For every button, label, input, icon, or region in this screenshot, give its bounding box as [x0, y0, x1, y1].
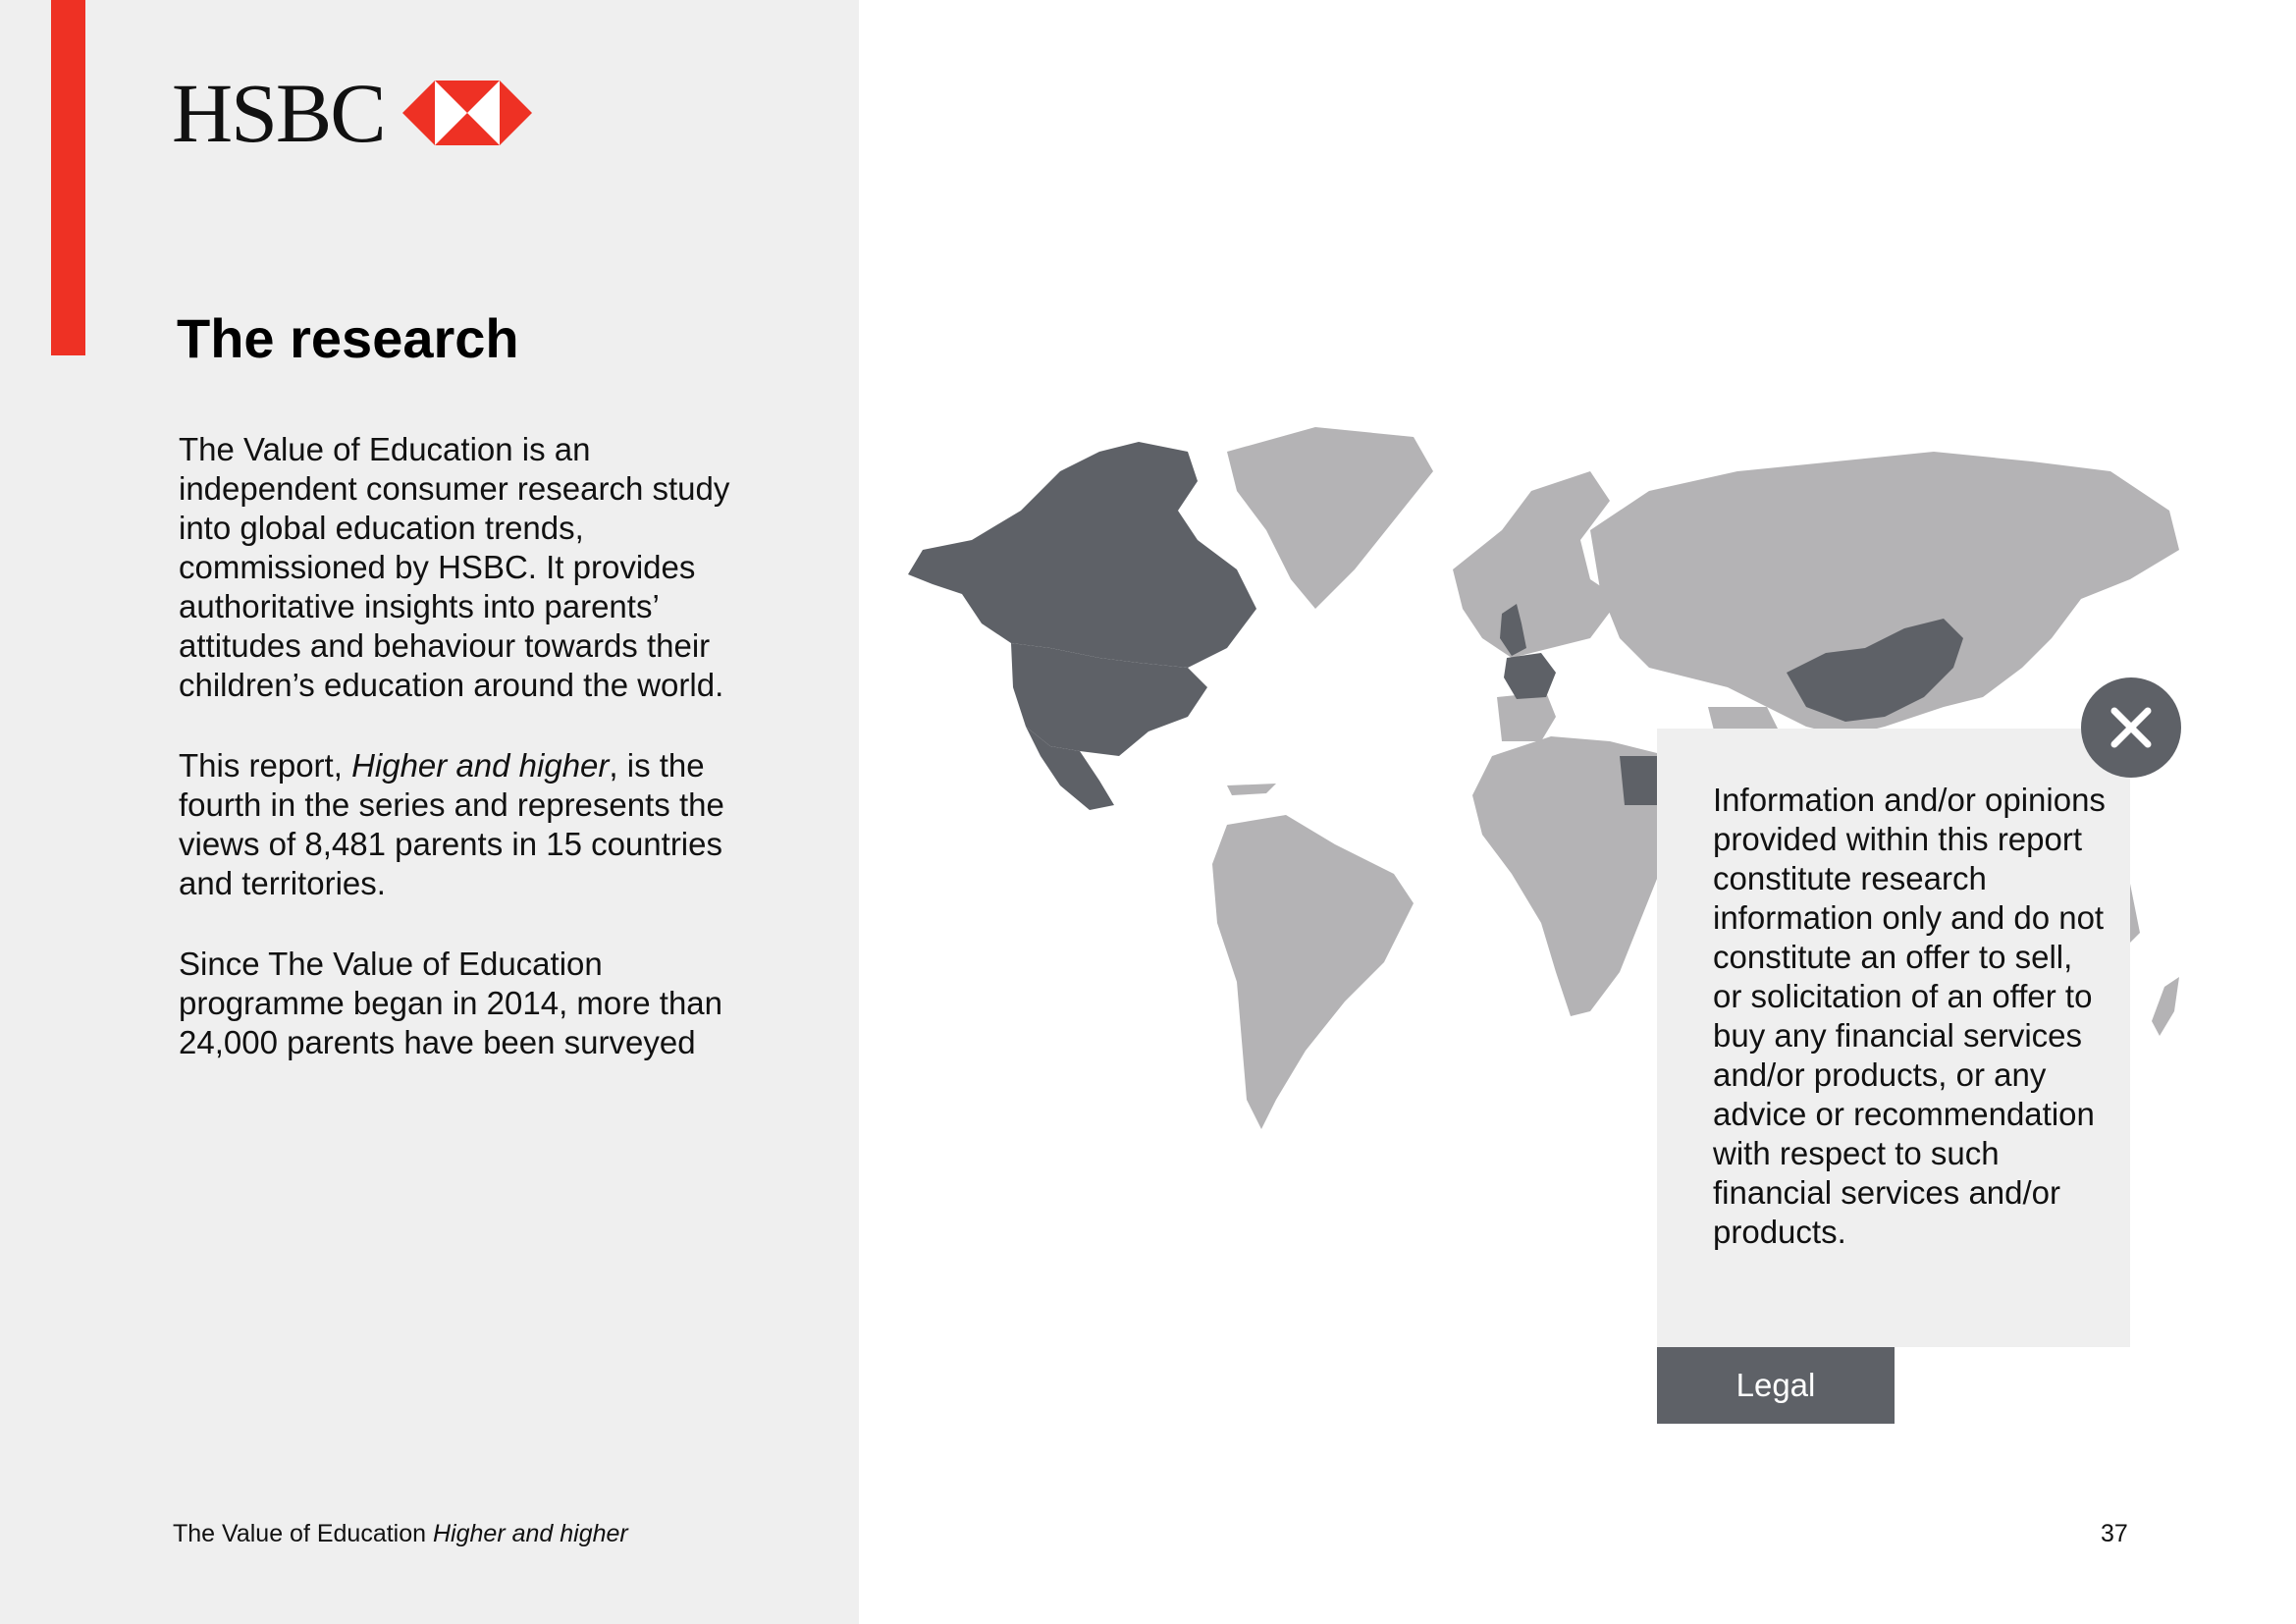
close-button[interactable]: [2081, 677, 2181, 778]
footer-report-title: The Value of Education Higher and higher: [173, 1520, 628, 1547]
close-icon: [2107, 703, 2156, 752]
paragraph-1: The Value of Education is an independent consumer research study into global education trends, commissioned by HSBC. It provides authoritative insights into parents’ attitudes and behaviour towards their children’s education around the world.: [179, 431, 730, 703]
hexagon-logo-icon: [402, 81, 532, 145]
hsbc-logo: [172, 66, 532, 160]
page-number: 37: [2101, 1520, 2128, 1547]
legal-disclaimer-text: Information and/or opinions provided within this report constitute research information only and do not constitute an offer to sell, or solicitation of an offer to buy any financial services and/or products, or any advice or recommendation with respect to such financial services and/or products.: [1713, 782, 2106, 1250]
paragraph-3: Since The Value of Education programme began in 2014, more than 24,000 parents have been surveyed: [179, 946, 723, 1060]
intro-text: [179, 430, 768, 1104]
legal-tab-button[interactable]: Legal: [1657, 1347, 1895, 1424]
page-title: The research: [177, 307, 519, 369]
accent-bar: [51, 0, 85, 355]
paragraph-2: This report, Higher and higher, is the fourth in the series and represents the views of 8,481 parents in 15 countries and territories.: [179, 747, 724, 901]
report-title: Higher and higher: [351, 747, 610, 784]
logo-wordmark: HSBC: [172, 66, 385, 160]
